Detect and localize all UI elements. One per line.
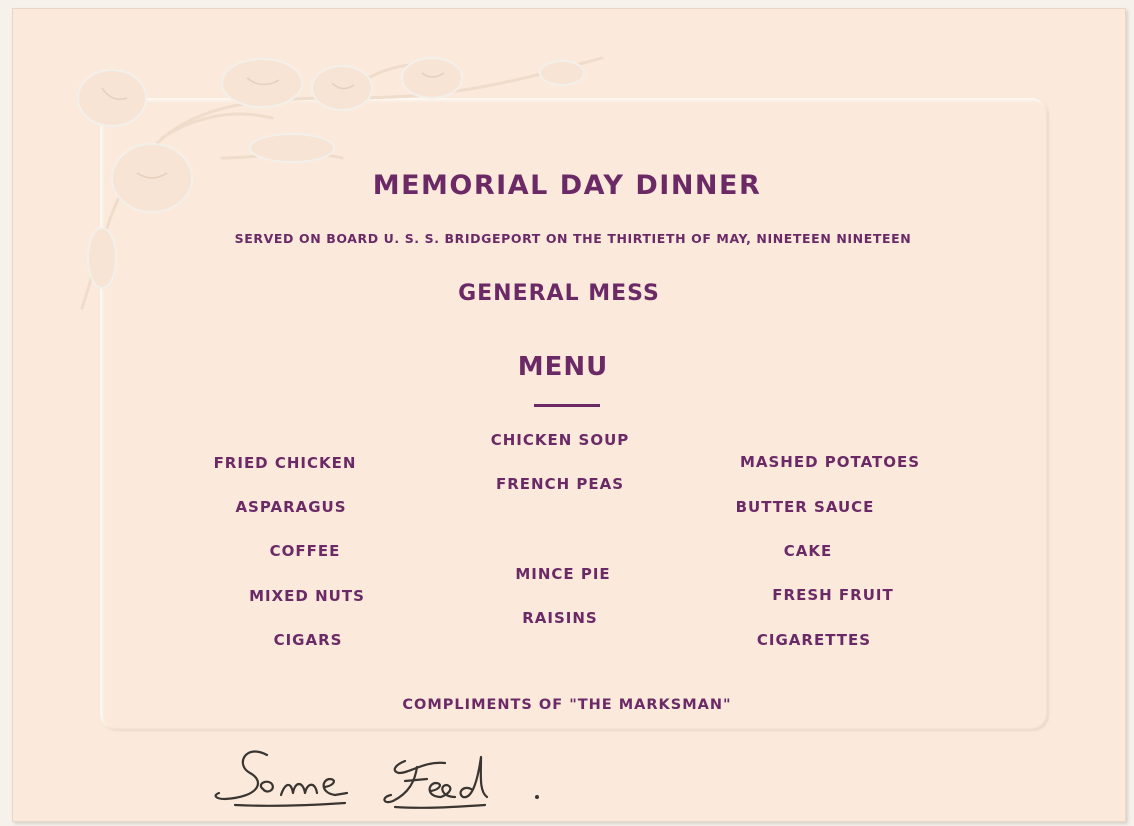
menu-item: FRIED CHICKEN xyxy=(213,454,357,472)
heading-rule xyxy=(534,404,600,407)
menu-item: RAISINS xyxy=(522,609,598,627)
menu-item: CAKE xyxy=(783,542,833,560)
menu-item: ASPARAGUS xyxy=(235,498,347,516)
menu-item: COFFEE xyxy=(269,542,341,560)
menu-item: FRENCH PEAS xyxy=(495,475,625,493)
handwritten-signature xyxy=(205,735,565,815)
section-heading: GENERAL MESS xyxy=(458,281,660,306)
menu-item: BUTTER SAUCE xyxy=(735,498,875,516)
menu-item: CIGARETTES xyxy=(756,631,872,649)
menu-item: MASHED POTATOES xyxy=(739,453,921,471)
menu-item: MINCE PIE xyxy=(515,565,611,583)
menu-item: CIGARS xyxy=(273,631,343,649)
menu-title: MEMORIAL DAY DINNER xyxy=(372,170,762,201)
menu-item: MIXED NUTS xyxy=(249,587,365,605)
compliments-line: COMPLIMENTS OF "THE MARKSMAN" xyxy=(402,697,732,713)
menu-heading: MENU xyxy=(517,352,609,382)
menu-item: CHICKEN SOUP xyxy=(490,431,630,449)
served-line: SERVED ON BOARD U. S. S. BRIDGEPORT ON THE THIRTIETH OF MAY, NINETEEN NINETEEN xyxy=(234,231,912,246)
menu-item: FRESH FRUIT xyxy=(772,586,894,604)
